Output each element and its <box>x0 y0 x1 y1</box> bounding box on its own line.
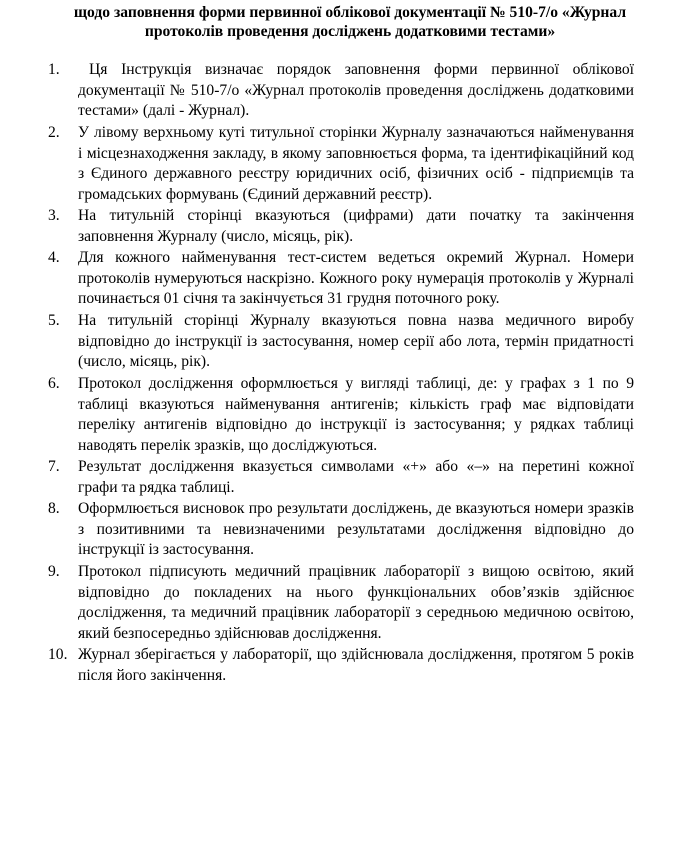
heading-line-2: протоколів проведення досліджень додатковими тестами» <box>144 23 556 40</box>
item-text: Для кожного найменування тест-систем ведеться окремий Журнал. Номери протоколів нумеруються наскрізно. Кожного року нумерація протоколів у Журналі починається 01 січня та закінчується 31 грудня поточного року. <box>78 249 634 307</box>
item-number: 6. <box>48 375 60 392</box>
item-text: Журнал зберігається у лабораторії, що здійснювала дослідження, протягом 5 років після його закінчення. <box>78 646 634 684</box>
item-text: На титульній сторінці вказуються (цифрами) дати початку та закінчення заповнення Журналу (число, місяць, рік). <box>78 207 634 245</box>
item-number: 8. <box>48 500 60 517</box>
item-text: Протокол дослідження оформлюється у вигляді таблиці, де: у графах з 1 по 9 таблиці вказуються найменування антигенів; кількість граф має відповідати переліку антигенів відповідно до інструкції із застосування; у рядках таблиці наводять перелік зразків, що досліджуються. <box>78 375 634 454</box>
item-number: 4. <box>48 249 60 266</box>
item-number: 7. <box>48 458 60 475</box>
item-number: 3. <box>48 207 60 224</box>
item-text: На титульній сторінці Журналу вказуються повна назва медичного виробу відповідно до інструкції із застосування, номер серії або лота, термін придатності (число, місяць, рік). <box>78 312 634 370</box>
document-heading <box>20 3 680 41</box>
item-text: Протокол підписують медичний працівник лабораторії з вищою освітою, який відповідно до покладених на нього функціональних обов’язків здійснює дослідження, та медичний працівник лабораторії з середньою медичною освітою, який безпосередньо здійснював дослідження. <box>78 563 634 642</box>
item-number: 2. <box>48 124 60 141</box>
item-text: У лівому верхньому куті титульної сторінки Журналу зазначаються найменування і місцезнаходження закладу, в якому заповнюється форма, та ідентифікаційний код з Єдиного державного реєстру юридичних осіб, фізичних осіб - підприємців та громадських формувань (Єдиний державний реєстр). <box>78 124 634 203</box>
item-number: 5. <box>48 312 60 329</box>
item-text: Оформлюється висновок про результати досліджень, де вказуються номери зразків з позитивними та невизначеними результатами дослідження відповідно до інструкції із застосування. <box>78 500 634 558</box>
heading-line-1: щодо заповнення форми первинної облікової документації № 510-7/о «Журнал <box>73 4 627 21</box>
item-number: 9. <box>48 563 60 580</box>
item-number: 1. <box>48 61 60 78</box>
item-number: 10. <box>48 646 68 663</box>
item-text: Результат дослідження вказується символами «+» або «–» на перетині кожної графи та рядка таблиці. <box>78 458 634 496</box>
item-text: Ця Інструкція визначає порядок заповнення форми первинної облікової документації № 510-7/о «Журнал протоколів проведення досліджень додатковими тестами» (далі - Журнал). <box>78 61 634 119</box>
